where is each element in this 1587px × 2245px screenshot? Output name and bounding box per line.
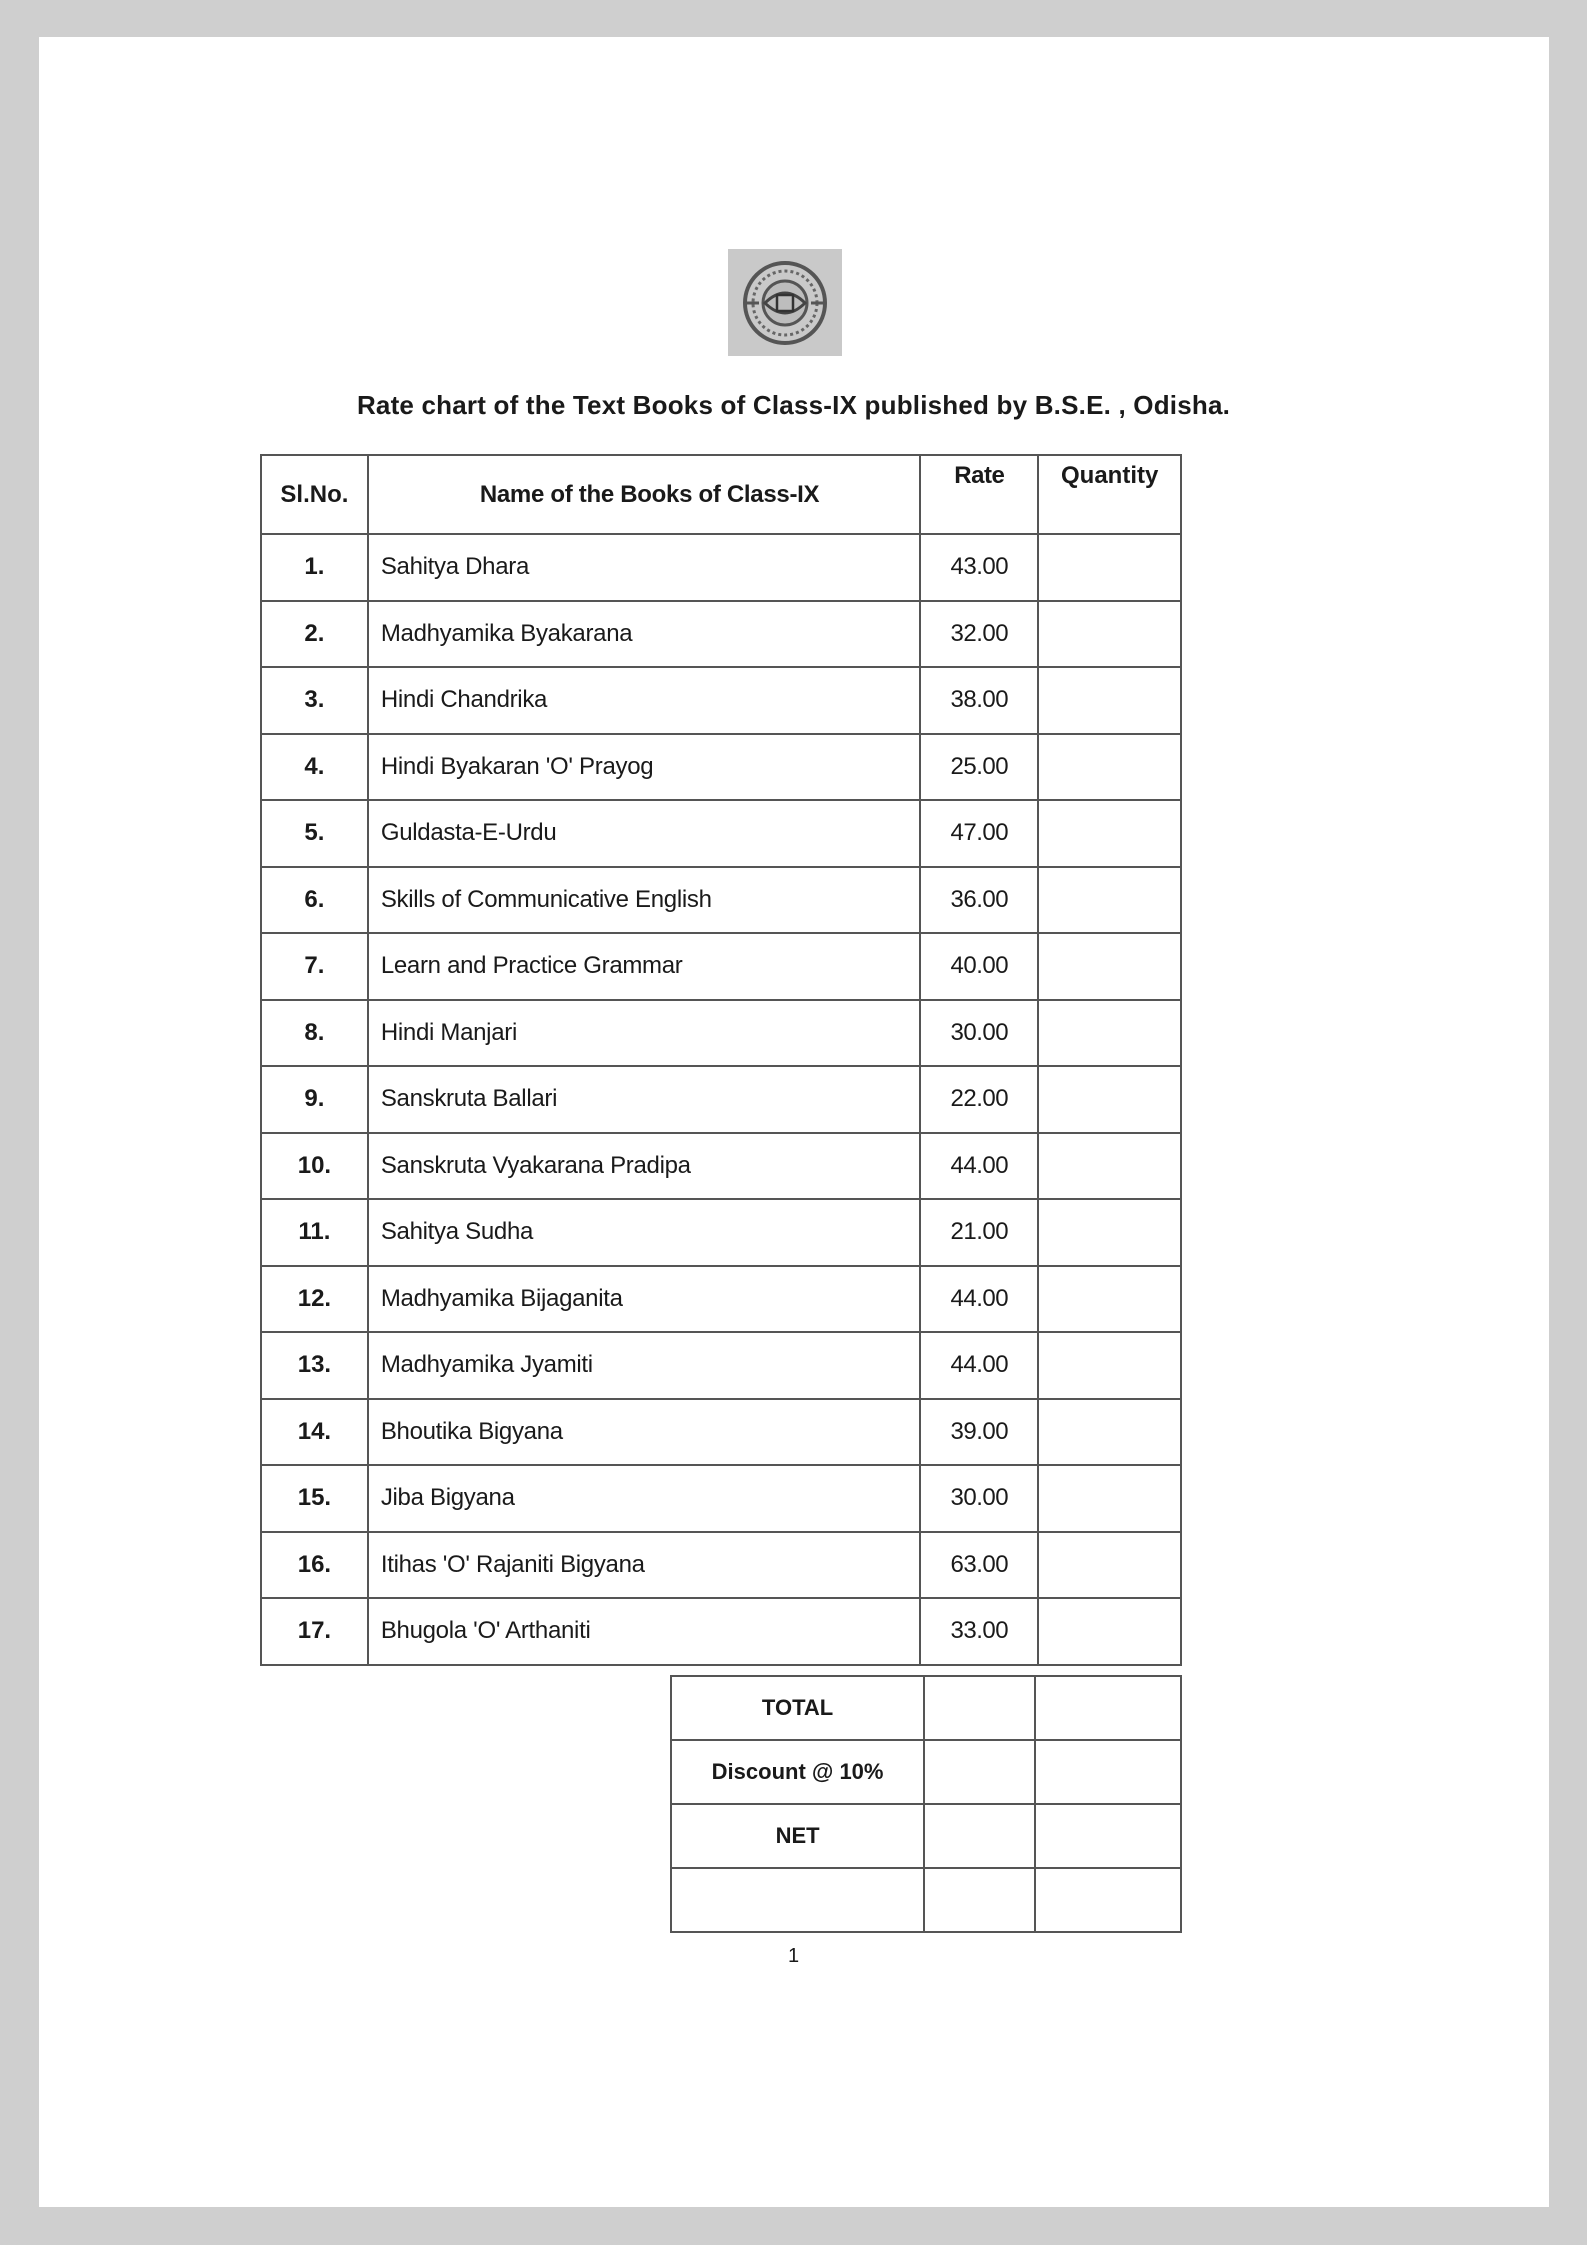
table-row xyxy=(261,1532,1181,1599)
table-row xyxy=(261,1465,1181,1532)
row-book-name: Hindi Manjari xyxy=(368,1000,920,1067)
total-rate-cell[interactable] xyxy=(924,1676,1035,1740)
discount-quantity-cell[interactable] xyxy=(1035,1740,1181,1804)
row-rate: 22.00 xyxy=(920,1066,1038,1133)
row-rate: 63.00 xyxy=(920,1532,1038,1599)
row-rate: 32.00 xyxy=(920,601,1038,668)
net-quantity-cell[interactable] xyxy=(1035,1804,1181,1868)
row-quantity-cell[interactable] xyxy=(1038,601,1181,668)
row-quantity-cell[interactable] xyxy=(1038,1532,1181,1599)
row-book-name: Itihas 'O' Rajaniti Bigyana xyxy=(368,1532,920,1599)
summary-row-net xyxy=(671,1804,1181,1868)
row-book-name: Madhyamika Byakarana xyxy=(368,601,920,668)
table-row xyxy=(261,667,1181,734)
total-quantity-cell[interactable] xyxy=(1035,1676,1181,1740)
row-quantity-cell[interactable] xyxy=(1038,1332,1181,1399)
summary-row-total xyxy=(671,1676,1181,1740)
row-sl-no: 11. xyxy=(261,1199,368,1266)
row-quantity-cell[interactable] xyxy=(1038,800,1181,867)
row-rate: 44.00 xyxy=(920,1332,1038,1399)
row-quantity-cell[interactable] xyxy=(1038,1066,1181,1133)
row-quantity-cell[interactable] xyxy=(1038,867,1181,934)
row-sl-no: 6. xyxy=(261,867,368,934)
row-quantity-cell[interactable] xyxy=(1038,1199,1181,1266)
table-row xyxy=(261,1332,1181,1399)
header-sl-no: Sl.No. xyxy=(261,455,368,534)
row-rate: 21.00 xyxy=(920,1199,1038,1266)
row-quantity-cell[interactable] xyxy=(1038,534,1181,601)
row-quantity-cell[interactable] xyxy=(1038,734,1181,801)
row-sl-no: 5. xyxy=(261,800,368,867)
row-rate: 43.00 xyxy=(920,534,1038,601)
table-header-row xyxy=(261,455,1181,534)
row-sl-no: 14. xyxy=(261,1399,368,1466)
table-row xyxy=(261,1598,1181,1665)
summary-table xyxy=(670,1675,1182,1933)
row-sl-no: 17. xyxy=(261,1598,368,1665)
table-row xyxy=(261,1266,1181,1333)
row-rate: 44.00 xyxy=(920,1266,1038,1333)
row-sl-no: 12. xyxy=(261,1266,368,1333)
row-book-name: Bhoutika Bigyana xyxy=(368,1399,920,1466)
row-rate: 33.00 xyxy=(920,1598,1038,1665)
table-row xyxy=(261,800,1181,867)
emblem-icon xyxy=(735,255,835,351)
row-rate: 30.00 xyxy=(920,1465,1038,1532)
row-quantity-cell[interactable] xyxy=(1038,667,1181,734)
summary-row-blank xyxy=(671,1868,1181,1932)
row-rate: 39.00 xyxy=(920,1399,1038,1466)
row-rate: 47.00 xyxy=(920,800,1038,867)
row-rate: 40.00 xyxy=(920,933,1038,1000)
row-book-name: Guldasta-E-Urdu xyxy=(368,800,920,867)
table-row xyxy=(261,933,1181,1000)
table-row xyxy=(261,1000,1181,1067)
row-sl-no: 3. xyxy=(261,667,368,734)
row-sl-no: 13. xyxy=(261,1332,368,1399)
row-book-name: Skills of Communicative English xyxy=(368,867,920,934)
row-sl-no: 10. xyxy=(261,1133,368,1200)
table-row xyxy=(261,1133,1181,1200)
row-quantity-cell[interactable] xyxy=(1038,1000,1181,1067)
row-book-name: Hindi Byakaran 'O' Prayog xyxy=(368,734,920,801)
table-row xyxy=(261,601,1181,668)
blank-rate-cell[interactable] xyxy=(924,1868,1035,1932)
row-book-name: Learn and Practice Grammar xyxy=(368,933,920,1000)
row-book-name: Madhyamika Bijaganita xyxy=(368,1266,920,1333)
row-sl-no: 2. xyxy=(261,601,368,668)
rate-table xyxy=(260,454,1182,1666)
row-quantity-cell[interactable] xyxy=(1038,1399,1181,1466)
row-sl-no: 16. xyxy=(261,1532,368,1599)
row-rate: 25.00 xyxy=(920,734,1038,801)
header-book-name: Name of the Books of Class-IX xyxy=(368,455,920,534)
header-quantity: Quantity xyxy=(1038,455,1181,534)
row-quantity-cell[interactable] xyxy=(1038,1465,1181,1532)
board-seal-logo xyxy=(728,249,842,356)
table-row xyxy=(261,1066,1181,1133)
table-row xyxy=(261,534,1181,601)
table-row xyxy=(261,734,1181,801)
page-number: 1 xyxy=(787,1945,800,1967)
row-book-name: Bhugola 'O' Arthaniti xyxy=(368,1598,920,1665)
row-book-name: Jiba Bigyana xyxy=(368,1465,920,1532)
header-rate: Rate xyxy=(920,455,1038,534)
row-book-name: Sanskruta Vyakarana Pradipa xyxy=(368,1133,920,1200)
row-sl-no: 15. xyxy=(261,1465,368,1532)
summary-row-discount xyxy=(671,1740,1181,1804)
row-book-name: Madhyamika Jyamiti xyxy=(368,1332,920,1399)
row-quantity-cell[interactable] xyxy=(1038,1598,1181,1665)
row-sl-no: 7. xyxy=(261,933,368,1000)
document-title: Rate chart of the Text Books of Class-IX published by B.S.E. , Odisha. xyxy=(356,390,1231,420)
table-row xyxy=(261,1399,1181,1466)
row-sl-no: 1. xyxy=(261,534,368,601)
discount-rate-cell[interactable] xyxy=(924,1740,1035,1804)
row-book-name: Sanskruta Ballari xyxy=(368,1066,920,1133)
row-book-name: Hindi Chandrika xyxy=(368,667,920,734)
row-book-name: Sahitya Dhara xyxy=(368,534,920,601)
row-quantity-cell[interactable] xyxy=(1038,1133,1181,1200)
row-rate: 36.00 xyxy=(920,867,1038,934)
row-book-name: Sahitya Sudha xyxy=(368,1199,920,1266)
discount-label: Discount @ 10% xyxy=(671,1740,924,1804)
table-row xyxy=(261,867,1181,934)
row-sl-no: 9. xyxy=(261,1066,368,1133)
row-rate: 38.00 xyxy=(920,667,1038,734)
net-label: NET xyxy=(671,1804,924,1868)
row-rate: 44.00 xyxy=(920,1133,1038,1200)
row-quantity-cell[interactable] xyxy=(1038,1266,1181,1333)
blank-quantity-cell[interactable] xyxy=(1035,1868,1181,1932)
table-body xyxy=(261,534,1181,1665)
row-rate: 30.00 xyxy=(920,1000,1038,1067)
row-sl-no: 4. xyxy=(261,734,368,801)
table-row xyxy=(261,1199,1181,1266)
blank-label-cell xyxy=(671,1868,924,1932)
total-label: TOTAL xyxy=(671,1676,924,1740)
row-sl-no: 8. xyxy=(261,1000,368,1067)
net-rate-cell[interactable] xyxy=(924,1804,1035,1868)
row-quantity-cell[interactable] xyxy=(1038,933,1181,1000)
